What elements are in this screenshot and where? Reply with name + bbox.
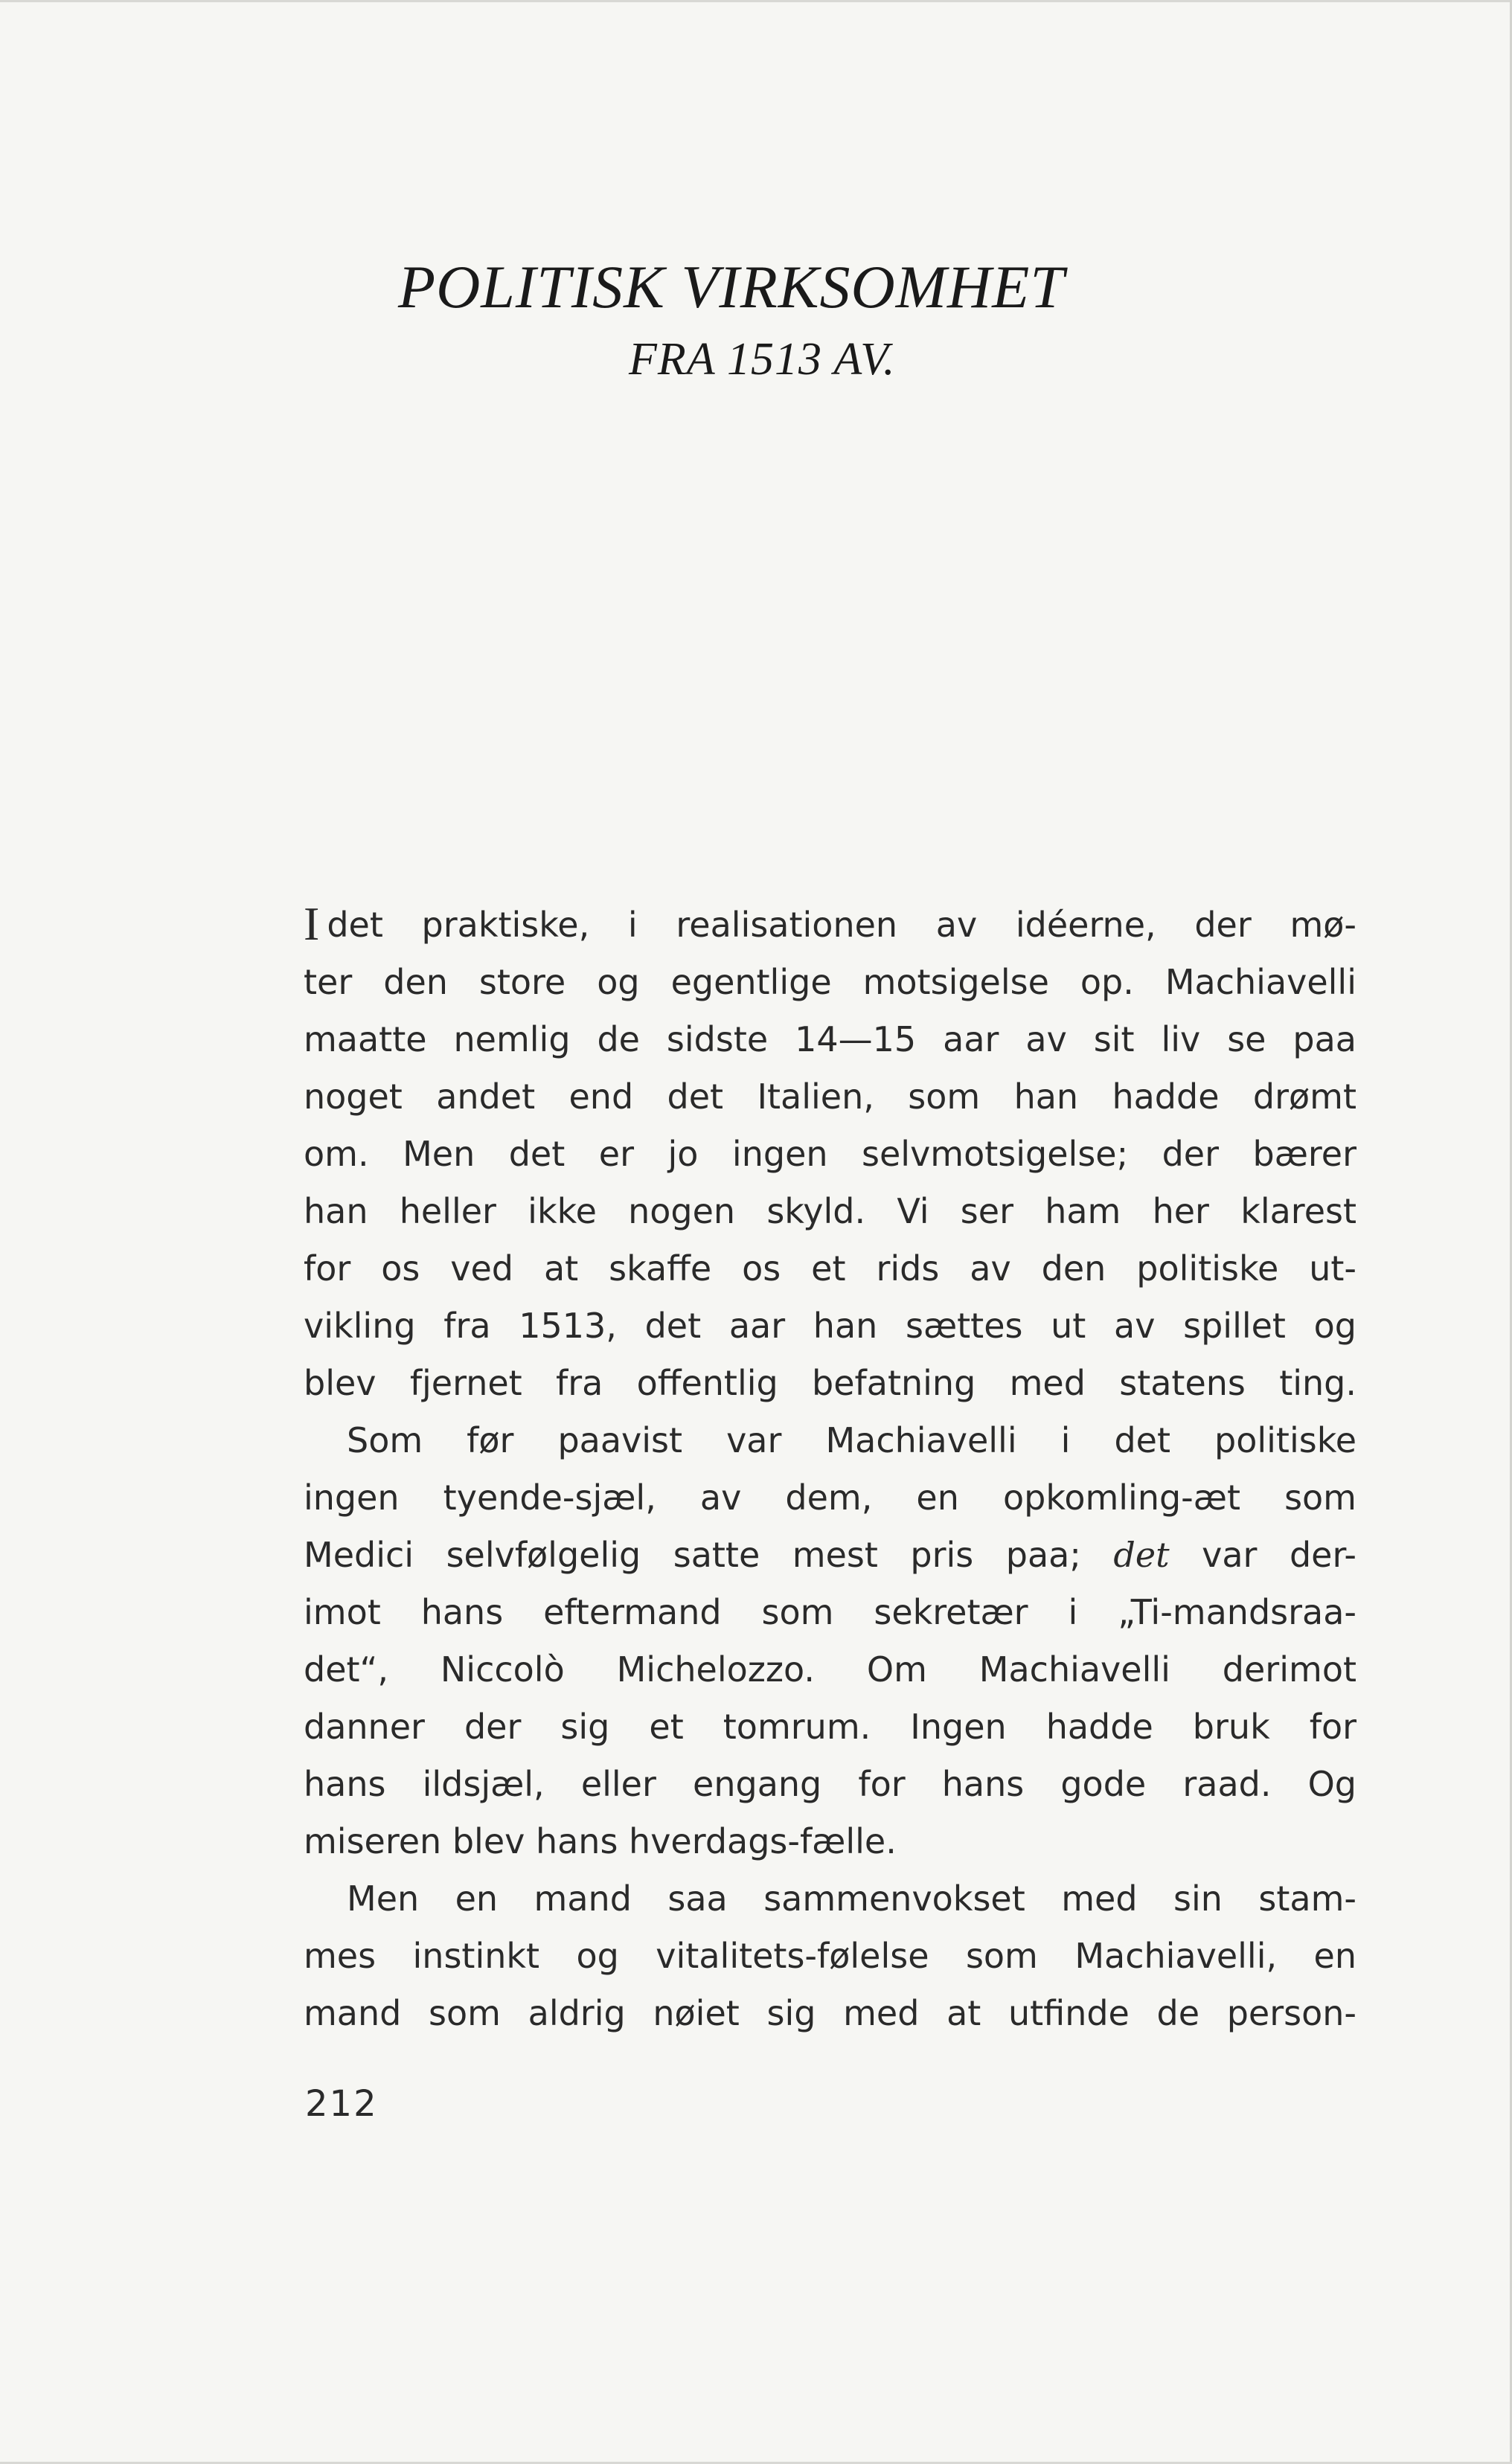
text-line: danner der sig et tomrum. Ingen hadde bruk for [304, 1707, 1356, 1747]
text-line: Som før paavist var Machiavelli i det politiske [347, 1420, 1356, 1460]
italic-word: det [1113, 1535, 1170, 1575]
text-line: hans ildsjæl, eller engang for hans gode raad. Og [304, 1764, 1356, 1804]
text-line-content: det praktiske, i realisationen av idéerne, der mø- [327, 905, 1356, 945]
text-line: mand som aldrig nøiet sig med at utfinde de person- [304, 1993, 1356, 2033]
text-line [304, 896, 1356, 954]
drop-cap: I [304, 897, 320, 950]
text-line-part: var der- [1202, 1535, 1357, 1575]
body-text [304, 896, 1356, 2042]
text-line: maatte nemlig de sidste 14—15 aar av sit liv se paa [304, 1019, 1356, 1059]
text-line: ingen tyende-sjæl, av dem, en opkomling-æt som [304, 1478, 1356, 1518]
text-line: ter den store og egentlige motsigelse op. Machiavelli [304, 962, 1356, 1002]
text-line: noget andet end det Italien, som han hadde drømt [304, 1077, 1356, 1117]
text-line: imot hans eftermand som sekretær i „Ti-mandsraa- [304, 1592, 1356, 1632]
text-line: miseren blev hans hverdags-fælle. [304, 1821, 897, 1861]
chapter-title: POLITISK VIRKSOMHET [398, 253, 1065, 321]
text-line: det“, Niccolò Michelozzo. Om Machiavelli derimot [304, 1649, 1356, 1690]
text-line: for os ved at skaffe os et rids av den politiske ut- [304, 1248, 1356, 1289]
page-edge-top [0, 0, 1512, 2]
page-number: 212 [305, 2083, 378, 2125]
text-line: vikling fra 1513, det aar han sættes ut av spillet og [304, 1306, 1356, 1346]
text-line: mes instinkt og vitalitets-følelse som Machiavelli, en [304, 1936, 1356, 1976]
text-line: Men en mand saa sammenvokset med sin stam- [347, 1879, 1356, 1919]
text-line-part: Medici selvfølgelig satte mest pris paa; [304, 1535, 1081, 1575]
text-line: blev fjernet fra offentlig befatning med statens ting. [304, 1363, 1356, 1403]
text-line: om. Men det er jo ingen selvmotsigelse; der bærer [304, 1134, 1356, 1174]
text-line: han heller ikke nogen skyld. Vi ser ham her klarest [304, 1191, 1356, 1231]
text-line [304, 1527, 1356, 1584]
chapter-subtitle: FRA 1513 AV. [629, 334, 896, 385]
